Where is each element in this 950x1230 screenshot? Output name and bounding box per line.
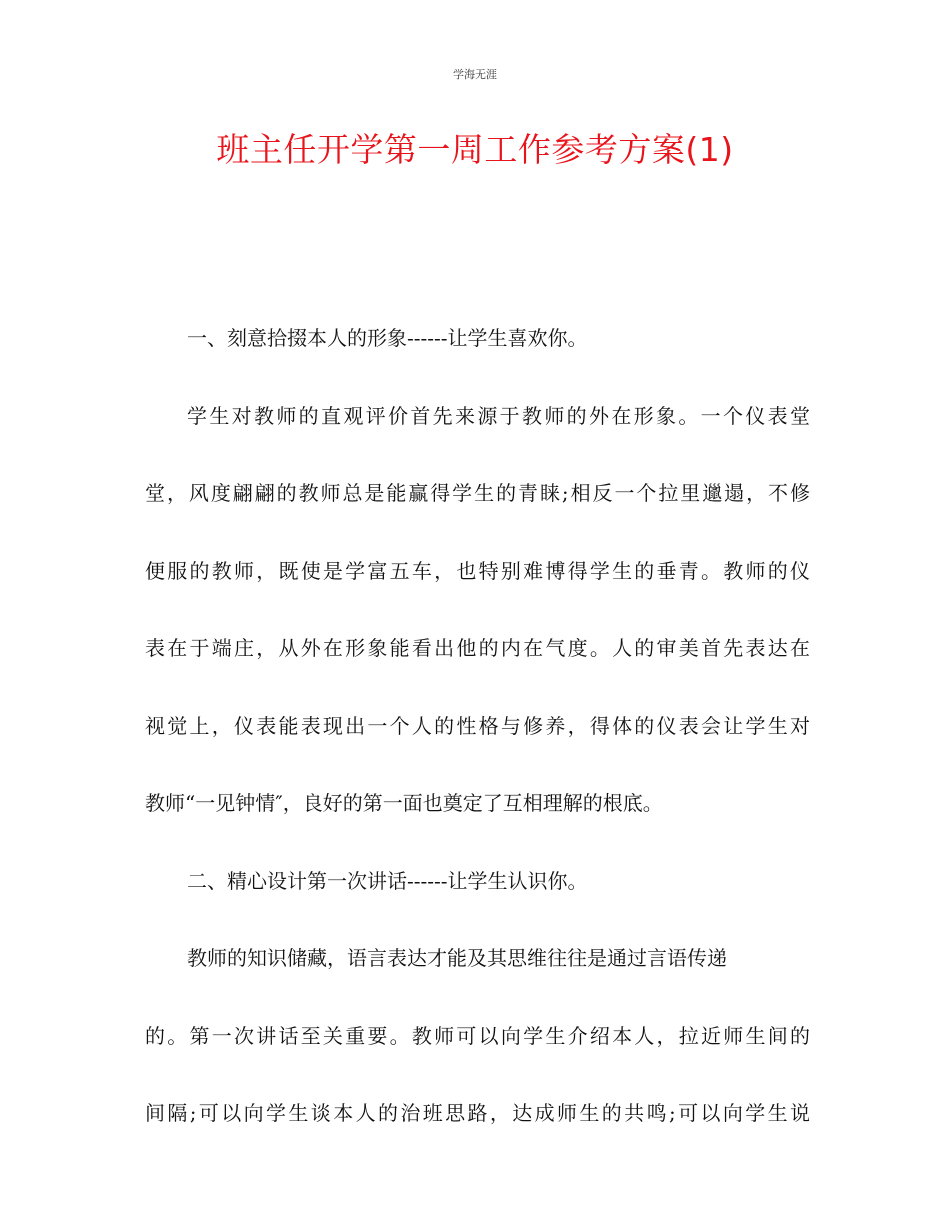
paragraph-line: 学生对教师的直观评价首先来源于教师的外在形象。一个仪表堂: [187, 403, 810, 428]
paragraph-line: 间隔;可以向学生谈本人的治班思路，达成师生的共鸣;可以向学生说: [145, 1101, 810, 1125]
paragraph-line: 视觉上，仪表能表现出一个人的性格与修养，得体的仪表会让学生对: [145, 713, 810, 738]
document-title: 班主任开学第一周工作参考方案(1): [216, 130, 734, 169]
paragraph-line: 教师“一见钟情″，良好的第一面也奠定了互相理解的根底。: [145, 791, 663, 815]
paragraph-line: 表在于端庄，从外在形象能看出他的内在气度。人的审美首先表达在: [145, 636, 810, 660]
page-header: 学海无涯: [453, 68, 497, 81]
section-heading-2: 二、精心设计第一次讲话------让学生认识你。: [187, 868, 588, 893]
paragraph-line: 教师的知识储藏，语言表达才能及其思维往往是通过言语传递: [187, 946, 727, 970]
section-heading-1: 一、刻意拾掇本人的形象------让学生喜欢你。: [187, 326, 588, 350]
paragraph-line: 便服的教师，既使是学富五车，也特别难博得学生的垂青。教师的仪: [145, 558, 810, 583]
paragraph-line: 的。第一次讲话至关重要。教师可以向学生介绍本人，拉近师生间的: [145, 1023, 810, 1048]
document-body: [145, 325, 810, 1178]
paragraph-line: 堂，风度翩翩的教师总是能赢得学生的青睐;相反一个拉里邋遢，不修: [145, 481, 810, 505]
